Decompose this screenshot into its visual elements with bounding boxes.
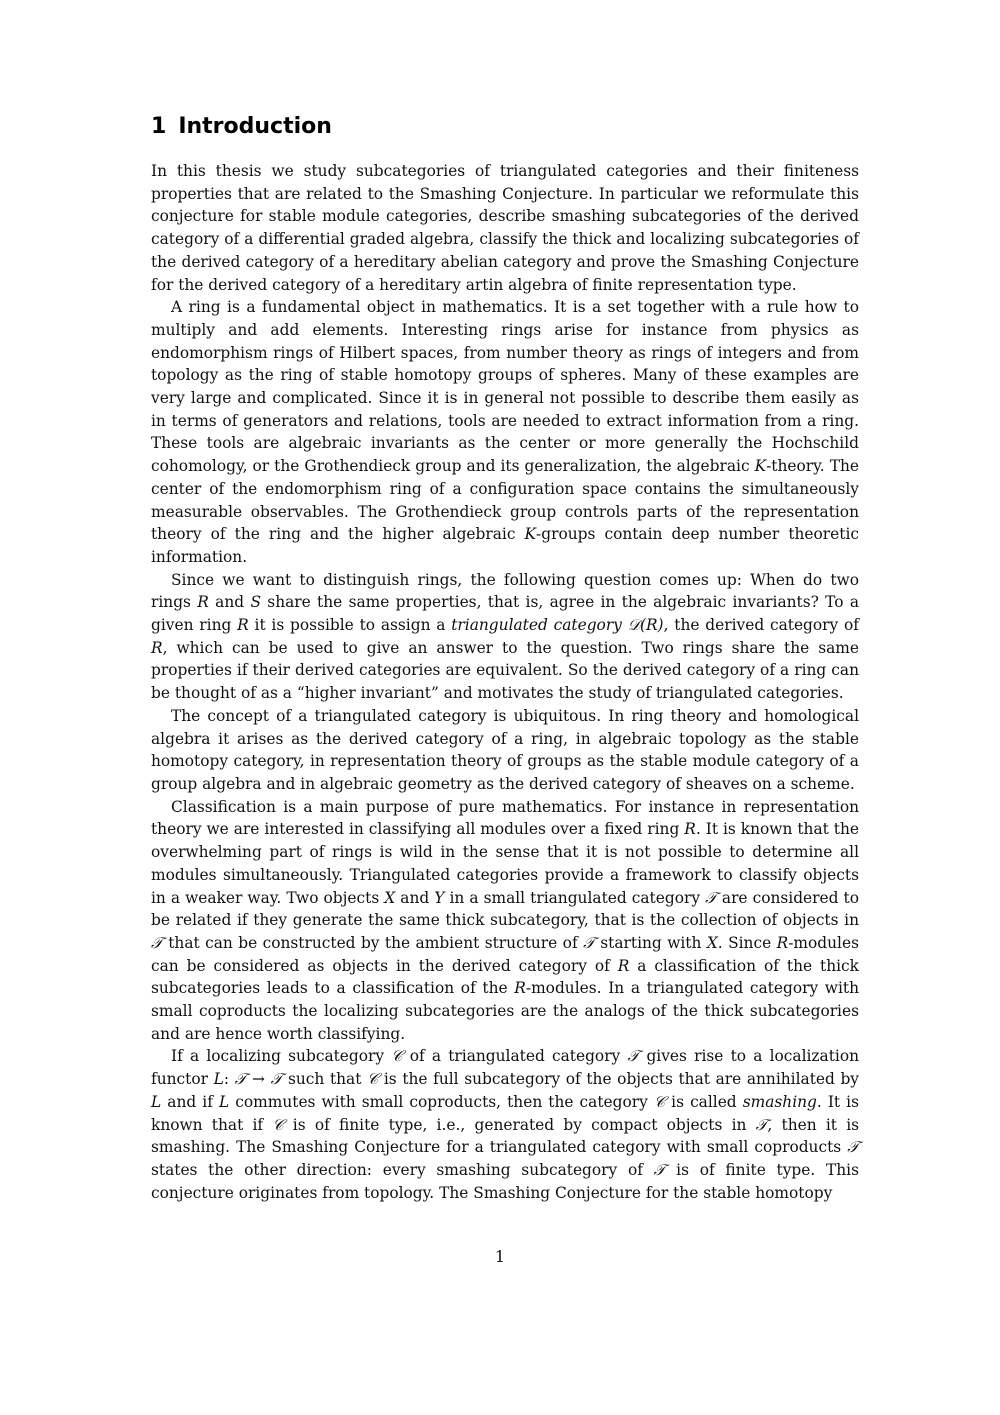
math-or-emphasis-text: L: [151, 1092, 162, 1111]
paragraph-text: and: [208, 593, 251, 612]
paragraph: [151, 569, 859, 705]
paragraph-text: of a triangulated category: [402, 1047, 628, 1066]
math-or-emphasis-text: 𝒯: [583, 933, 595, 952]
paragraph-text: If a localizing subcategory: [171, 1047, 392, 1066]
paragraph-text: A ring is a fundamental object in mathematics. It is a set together with a rule how to multiply and add elements. Interesting rings arise for instance from physics as endomorphism rings of Hilbert spaces, from number theory as rings of integers and from topology as the ring of stable homotopy groups of spheres. Many of these examples are very large and complicated. Since it is in general not possible to describe them easily as in terms of generators and relations, tools are needed to extract information from a ring. These tools are algebraic invariants as the center or more generally the Hochschild cohomology, or the Grothendieck group and its generalization, the algebraic: [151, 298, 859, 476]
paragraph-text: -groups contain deep number theoretic information.: [151, 525, 859, 566]
math-or-emphasis-text: S: [250, 593, 261, 612]
body-text: [151, 160, 859, 1204]
math-or-emphasis-text: K: [524, 525, 537, 544]
math-or-emphasis-text: 𝒞: [391, 1047, 403, 1066]
paragraph-text: such that: [282, 1070, 368, 1089]
paragraph-text: and if: [161, 1092, 219, 1111]
paragraph-text: is called: [665, 1092, 743, 1111]
paragraph: [151, 160, 859, 296]
section-heading: [151, 112, 332, 142]
paragraph: [151, 296, 859, 568]
paragraph: [151, 796, 859, 1046]
math-or-emphasis-text: X: [706, 933, 718, 952]
paragraph-text: share the same properties, that is, agree in the algebraic invariants? To a given ring: [151, 593, 860, 635]
math-or-emphasis-text: R: [237, 616, 249, 635]
math-or-emphasis-text: 𝒯: [705, 888, 717, 907]
math-or-emphasis-text: R: [617, 956, 630, 975]
math-or-emphasis-text: triangulated category: [451, 616, 622, 635]
math-or-emphasis-text: 𝒞: [653, 1092, 666, 1111]
paragraph-text: are considered to be related if they generate the same thick subcategory, that is the collection of objects in: [151, 888, 859, 930]
paragraph-text: a classification of the thick subcategories leads to a classification of the: [151, 956, 859, 998]
paragraph-text: it is possible to assign a: [248, 616, 452, 635]
math-or-emphasis-text: 𝒯: [627, 1047, 640, 1066]
math-or-emphasis-text: 𝒯: [755, 1115, 768, 1134]
math-or-emphasis-text: 𝒟(R): [627, 616, 664, 635]
math-or-emphasis-text: 𝒞: [367, 1070, 379, 1089]
math-or-emphasis-text: R: [776, 933, 789, 952]
paragraph: [151, 705, 859, 796]
math-or-emphasis-text: 𝒯: [653, 1160, 666, 1179]
math-or-emphasis-text: R: [514, 979, 526, 998]
paragraph-text: , the derived category of: [663, 616, 859, 635]
page-number: 1: [494, 1247, 506, 1266]
paragraph-text: . It is known that if: [151, 1092, 860, 1134]
paragraph-text: Since we want to distinguish rings, the following question comes up: When do two rings: [151, 570, 859, 612]
section-number: 1: [151, 114, 167, 139]
paragraph-text: starting with: [594, 933, 707, 952]
paragraph-text: -modules can be considered as objects in the derived category of: [151, 933, 859, 975]
math-or-emphasis-text: 𝒯: [847, 1138, 859, 1157]
section-title: Introduction: [178, 114, 332, 139]
paragraph-text: In this thesis we study subcategories of triangulated categories and their finiteness properties that are related to the Smashing Conjecture. In particular we reformulate this conjecture for stable module categories, describe smashing subcategories of the derived category of a differential graded algebra, classify the thick and localizing subcategories of the derived category of a hereditary abelian category and prove the Smashing Conjecture for the derived category of a hereditary artin algebra of finite representation type.: [151, 162, 859, 294]
math-or-emphasis-text: X: [384, 888, 396, 907]
paragraph-text: , which can be used to give an answer to the question. Two rings share the same properties if their derived categories are equivalent. So the derived category of a ring can be thought of as a “higher invariant” and motivates the study of triangulated categories.: [151, 638, 859, 703]
paragraph-text: . It is known that the overwhelming part of rings is wild in the sense that it is not possible to determine all modules simultaneously. Triangulated categories provide a framework to classify objects in a weaker way. Two objects: [151, 820, 859, 907]
paragraph-text: →: [246, 1070, 271, 1089]
paragraph-text: . Since: [717, 933, 777, 952]
paragraph-text: states the other direction: every smashing subcategory of: [151, 1160, 654, 1179]
paragraph-text: -theory. The center of the endomorphism ring of a configuration space contains the simultaneously measurable observables. The Grothendieck group controls parts of the representation theory of the ring and the higher algebraic: [151, 457, 859, 544]
math-or-emphasis-text: K: [754, 457, 767, 476]
math-or-emphasis-text: L: [213, 1070, 224, 1089]
math-or-emphasis-text: 𝒯: [234, 1070, 247, 1089]
paragraph-text: is the full subcategory of the objects that are annihilated by: [378, 1070, 860, 1089]
paragraph-text: in a small triangulated category: [444, 888, 706, 907]
paragraph-text: :: [223, 1070, 235, 1089]
math-or-emphasis-text: 𝒯: [151, 933, 163, 952]
paragraph-text: is of finite type, i.e., generated by compact objects in: [283, 1115, 756, 1134]
math-or-emphasis-text: R: [151, 638, 163, 657]
paragraph-text: commutes with small coproducts, then the category: [229, 1092, 654, 1111]
paragraph-text: and: [395, 888, 435, 907]
math-or-emphasis-text: R: [197, 593, 209, 612]
paragraph-text: The concept of a triangulated category is ubiquitous. In ring theory and homological algebra it arises as the derived category of a ring, in algebraic topology as the stable homotopy category, in representation theory of groups as the stable module category of a group algebra and in algebraic geometry as the derived category of sheaves on a scheme.: [151, 706, 859, 793]
math-or-emphasis-text: R: [684, 820, 696, 839]
paragraph-text: -modules. In a triangulated category with small coproducts the localizing subcategories are the analogs of the thick subcategories and are hence worth classifying.: [151, 979, 859, 1043]
paragraph-text: is of finite type. This conjecture originates from topology. The Smashing Conjecture for the stable homotopy: [151, 1160, 859, 1202]
math-or-emphasis-text: Y: [434, 888, 445, 907]
math-or-emphasis-text: 𝒯: [270, 1070, 283, 1089]
paragraph-text: , then it is smashing. The Smashing Conjecture for a triangulated category with small coproducts: [151, 1115, 860, 1157]
math-or-emphasis-text: 𝒞: [272, 1115, 284, 1134]
paragraph-text: Classification is a main purpose of pure mathematics. For instance in representation theory we are interested in classifying all modules over a fixed ring: [151, 797, 859, 839]
paragraph-text: gives rise to a localization functor: [151, 1047, 860, 1089]
math-or-emphasis-text: L: [218, 1092, 230, 1111]
math-or-emphasis-text: smashing: [742, 1092, 817, 1111]
paragraph: [151, 1045, 859, 1204]
paragraph-text: that can be constructed by the ambient structure of: [162, 933, 584, 952]
